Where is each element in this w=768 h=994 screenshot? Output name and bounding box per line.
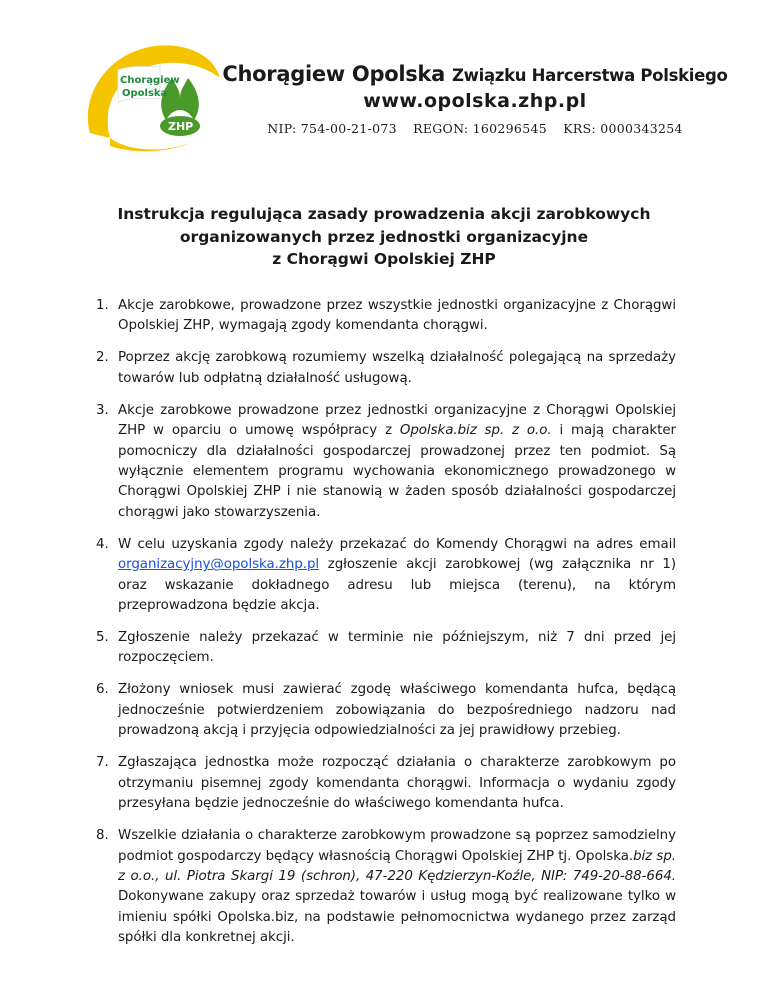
title-line-3: z Chorągwi Opolskiej ZHP — [272, 250, 496, 268]
list-item — [96, 753, 676, 814]
document-title — [80, 203, 688, 271]
item-text: Akcje zarobkowe, prowadzone przez wszystkie jednostki organizacyjne z Chorągwi Opolskiej ZHP, wymagają zgody komendanta chorągwi. — [118, 298, 676, 334]
item-text: Poprzez akcję zarobkową rozumiemy wszelką działalność polegającą na sprzedaży towarów lub odpłatną działalność usługową. — [118, 350, 676, 386]
item-number: 2. — [96, 350, 109, 366]
registry-info — [205, 121, 745, 136]
item-text: Zgłaszająca jednostka może rozpocząć działania o charakterze zarobkowym po otrzymaniu pisemnej zgody komendanta chorągwi. Informacja o wydaniu zgody przesyłana będzie jednocześnie do właściwego komendanta hufca. — [118, 755, 676, 812]
krs: KRS: 0000343254 — [563, 121, 683, 136]
org-name-rest: Związku Harcerstwa Polskiego — [452, 66, 728, 85]
item-text: i mają charakter pomocniczy dla działalności gospodarczej prowadzonej przez ten podmiot. Są wyłącznie elementem programu wychowania ekonomicznego prowadzonego w Chorągwi Opolskiej ZHP i nie stanowią w żaden sposób działalności gospodarczej chorągwi jako stowarzyszenia. — [118, 423, 676, 520]
item-text: Akcje zarobkowe prowadzone przez jednostki organizacyjne z Chorągwi Opolskiej ZHP w oparciu o umowę współpracy z — [118, 402, 676, 439]
item-text: W celu uzyskania zgody należy przekazać do Komendy Chorągwi na adres email — [118, 536, 676, 552]
website: www.opolska.zhp.pl — [363, 90, 587, 112]
list-item — [96, 680, 676, 741]
title-line-1: Instrukcja regulująca zasady prowadzenia akcji zarobkowych — [117, 205, 651, 223]
nip: NIP: 754-00-21-073 — [267, 121, 397, 136]
item-text: Dokonywane zakupy oraz sprzedaż towarów i usług mogą być realizowane tylko w imieniu spółki Opolska.biz, na podstawie pełnomocnictwa wydanego przez zarząd spółki dla konkretnej akcji. — [118, 889, 676, 946]
item-number: 1. — [96, 298, 109, 313]
item-number: 8. — [96, 828, 109, 844]
item-number: 5. — [96, 630, 109, 646]
list-item — [96, 401, 676, 523]
list-item — [96, 628, 676, 669]
item-number: 6. — [96, 682, 109, 698]
logo-badge: ZHP — [168, 120, 194, 133]
list-item — [96, 535, 676, 617]
letterhead — [205, 62, 745, 136]
org-name — [205, 62, 745, 86]
list-item — [96, 296, 676, 337]
item-text: Wszelkie działania o charakterze zarobkowym prowadzone są poprzez samodzielny podmiot gospodarczy będący własnością Chorągwi Opolskiej ZHP tj. Opolska. — [118, 828, 676, 864]
item-text: zgłoszenie akcji zarobkowej (wg załącznika nr 1) oraz wskazanie dokładnego adresu lub miejsca (terenu), na którym przeprowadzona będzie akcja. — [118, 557, 676, 614]
list-item — [96, 826, 676, 948]
instruction-list — [96, 296, 676, 960]
email-link[interactable]: organizacyjny@opolska.zhp.pl — [118, 557, 320, 573]
item-number: 7. — [96, 755, 109, 771]
item-number: 4. — [96, 536, 109, 552]
company-name: Opolska.biz sp. z o.o. — [399, 423, 552, 439]
list-item — [96, 348, 676, 389]
company-details: biz sp. z o.o., ul. Piotra Skargi 19 (schron), 47-220 Kędzierzyn-Koźle, NIP: 749-20-88-664. — [118, 848, 676, 884]
org-name-main: Chorągiew Opolska — [222, 62, 445, 86]
regon: REGON: 160296545 — [413, 121, 547, 136]
item-text: Złożony wniosek musi zawierać zgodę właściwego komendanta hufca, będącą jednocześnie potwierdzeniem zobowiązania do bezpośredniego nadzoru nad prowadzoną akcją i przyjęcia odpowiedzialności za jej prawidłowy przebieg. — [118, 682, 676, 739]
item-text: Zgłoszenie należy przekazać w terminie nie późniejszym, niż 7 dni przed jej rozpoczęciem. — [118, 630, 676, 666]
logo-text-1: Chorągiew — [120, 75, 180, 86]
logo-text-2: Opolska — [122, 88, 168, 99]
item-number: 3. — [96, 402, 109, 418]
title-line-2: organizowanych przez jednostki organizacyjne — [179, 227, 589, 246]
